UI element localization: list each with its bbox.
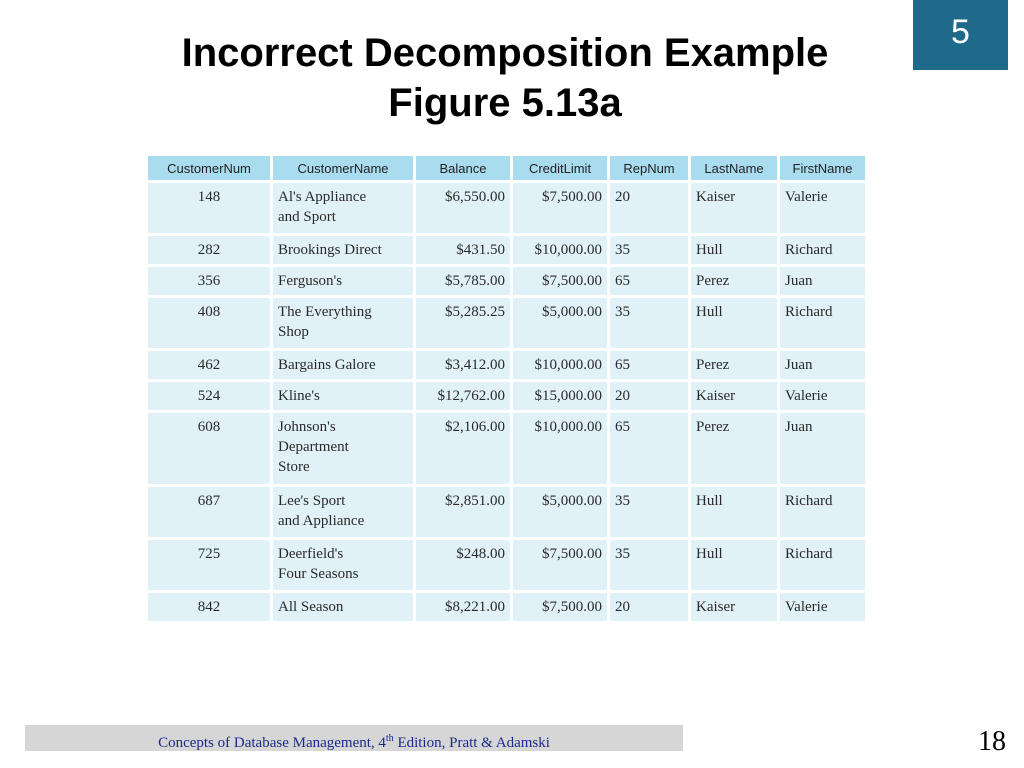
table-cell: 462 xyxy=(148,351,270,379)
table-cell: Kline's xyxy=(273,382,413,410)
footer-citation-superscript: th xyxy=(385,733,394,744)
table-cell: 282 xyxy=(148,236,270,264)
table-cell: $2,106.00 xyxy=(416,413,510,484)
table-cell: Hull xyxy=(691,540,777,590)
table-row xyxy=(148,382,865,410)
table-header-row xyxy=(148,156,865,180)
table-cell: Al's Appliance and Sport xyxy=(273,183,413,233)
table-cell: Kaiser xyxy=(691,183,777,233)
table-cell: Hull xyxy=(691,236,777,264)
table-cell: 524 xyxy=(148,382,270,410)
table-cell: Hull xyxy=(691,298,777,348)
column-header: CustomerNum xyxy=(148,156,270,180)
slide-title-line-1: Incorrect Decomposition Example xyxy=(181,31,829,75)
customer-table xyxy=(145,153,868,624)
table-cell: Kaiser xyxy=(691,382,777,410)
table-cell: 35 xyxy=(610,298,688,348)
table-cell: $12,762.00 xyxy=(416,382,510,410)
table-cell: Kaiser xyxy=(691,593,777,621)
footer-citation-text-end: Edition, Pratt & Adamski xyxy=(393,735,550,751)
table-cell: $5,785.00 xyxy=(416,267,510,295)
column-header: RepNum xyxy=(610,156,688,180)
table-cell: Juan xyxy=(780,267,865,295)
table-cell: 35 xyxy=(610,487,688,537)
table-row xyxy=(148,540,865,590)
table-cell: $431.50 xyxy=(416,236,510,264)
table-row xyxy=(148,593,865,621)
slide-title xyxy=(60,28,950,128)
table-row xyxy=(148,236,865,264)
table-cell: Juan xyxy=(780,351,865,379)
table-cell: 356 xyxy=(148,267,270,295)
table-cell: 35 xyxy=(610,236,688,264)
table-cell: 20 xyxy=(610,183,688,233)
table-cell: $3,412.00 xyxy=(416,351,510,379)
table-cell: $10,000.00 xyxy=(513,413,607,484)
table-cell: Richard xyxy=(780,540,865,590)
table-cell: $8,221.00 xyxy=(416,593,510,621)
table-row xyxy=(148,487,865,537)
table-row xyxy=(148,351,865,379)
table-cell: 842 xyxy=(148,593,270,621)
table-cell: Brookings Direct xyxy=(273,236,413,264)
table-cell: $5,285.25 xyxy=(416,298,510,348)
table-cell: Ferguson's xyxy=(273,267,413,295)
table-cell: 687 xyxy=(148,487,270,537)
table-cell: Juan xyxy=(780,413,865,484)
column-header: CustomerName xyxy=(273,156,413,180)
table-cell: The Everything Shop xyxy=(273,298,413,348)
table-cell: $7,500.00 xyxy=(513,540,607,590)
table-row xyxy=(148,267,865,295)
table-cell: $6,550.00 xyxy=(416,183,510,233)
table-row xyxy=(148,298,865,348)
table-cell: Deerfield's Four Seasons xyxy=(273,540,413,590)
table-cell: $248.00 xyxy=(416,540,510,590)
table-cell: Perez xyxy=(691,267,777,295)
footer-citation xyxy=(25,733,683,752)
customer-table-figure xyxy=(148,156,862,615)
table-cell: 65 xyxy=(610,351,688,379)
table-cell: Richard xyxy=(780,487,865,537)
column-header: CreditLimit xyxy=(513,156,607,180)
table-cell: 408 xyxy=(148,298,270,348)
table-cell: 65 xyxy=(610,267,688,295)
table-cell: 725 xyxy=(148,540,270,590)
table-cell: $10,000.00 xyxy=(513,351,607,379)
table-cell: $15,000.00 xyxy=(513,382,607,410)
table-row xyxy=(148,413,865,484)
table-cell: Perez xyxy=(691,413,777,484)
footer-citation-text: Concepts of Database Management, 4 xyxy=(158,735,386,751)
table-cell: Johnson's Department Store xyxy=(273,413,413,484)
table-row xyxy=(148,183,865,233)
table-cell: $7,500.00 xyxy=(513,267,607,295)
table-cell: 20 xyxy=(610,593,688,621)
table-cell: $10,000.00 xyxy=(513,236,607,264)
table-cell: 35 xyxy=(610,540,688,590)
table-cell: 65 xyxy=(610,413,688,484)
table-cell: Perez xyxy=(691,351,777,379)
table-cell: Richard xyxy=(780,298,865,348)
table-cell: 148 xyxy=(148,183,270,233)
slide-title-line-2: Figure 5.13a xyxy=(388,81,622,125)
table-cell: $7,500.00 xyxy=(513,183,607,233)
chapter-badge: 5 xyxy=(913,0,1008,70)
table-cell: 608 xyxy=(148,413,270,484)
table-cell: $5,000.00 xyxy=(513,487,607,537)
column-header: FirstName xyxy=(780,156,865,180)
table-cell: All Season xyxy=(273,593,413,621)
page-number: 18 xyxy=(978,726,1006,757)
table-cell: $5,000.00 xyxy=(513,298,607,348)
table-cell: Richard xyxy=(780,236,865,264)
table-cell: Valerie xyxy=(780,382,865,410)
table-cell: Bargains Galore xyxy=(273,351,413,379)
table-cell: $2,851.00 xyxy=(416,487,510,537)
table-cell: Valerie xyxy=(780,593,865,621)
table-cell: Hull xyxy=(691,487,777,537)
column-header: LastName xyxy=(691,156,777,180)
table-cell: Valerie xyxy=(780,183,865,233)
table-cell: $7,500.00 xyxy=(513,593,607,621)
column-header: Balance xyxy=(416,156,510,180)
table-cell: Lee's Sport and Appliance xyxy=(273,487,413,537)
table-cell: 20 xyxy=(610,382,688,410)
